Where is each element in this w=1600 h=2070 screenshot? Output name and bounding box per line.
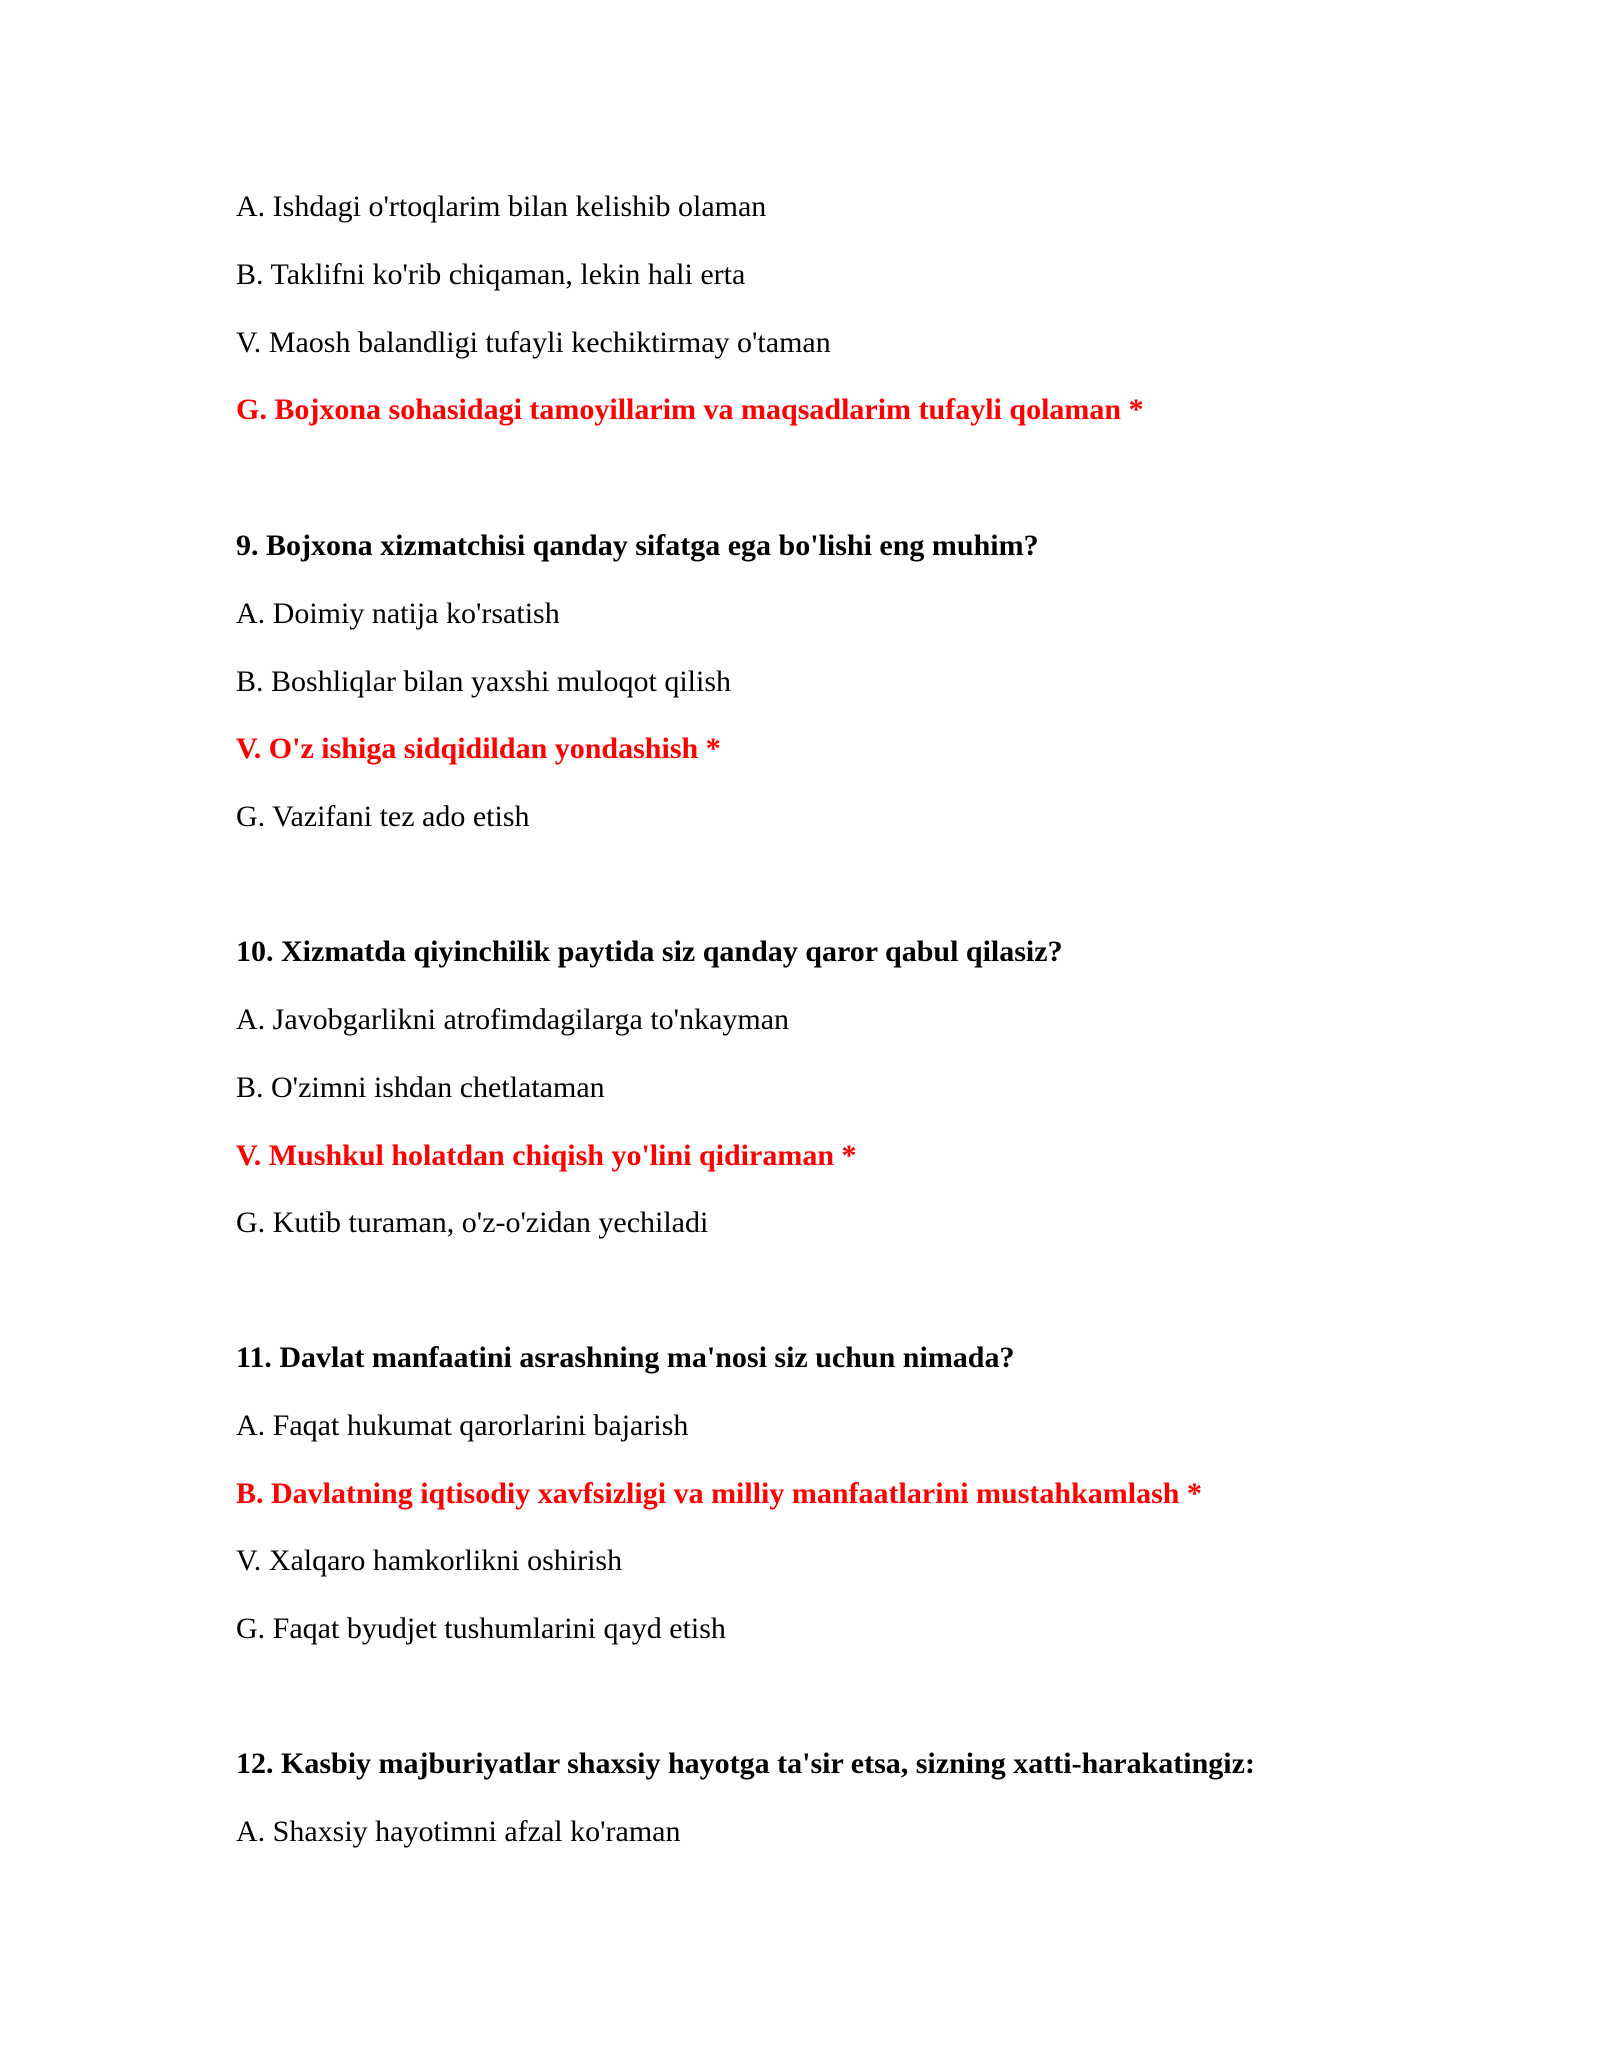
question-12-title: 12. Kasbiy majburiyatlar shaxsiy hayotga ta'sir etsa, sizning xatti-harakatingiz: <box>236 1747 1255 1780</box>
option-9a: A. Doimiy natija ko'rsatish <box>236 597 560 630</box>
option-10a: A. Javobgarlikni atrofimdagilarga to'nkayman <box>236 1003 790 1036</box>
question-11-title: 11. Davlat manfaatini asrashning ma'nosi siz uchun nimada? <box>236 1341 1015 1374</box>
option-12a: A. Shaxsiy hayotimni afzal ko'raman <box>236 1815 681 1848</box>
option-9b: B. Boshliqlar bilan yaxshi muloqot qilish <box>236 665 731 698</box>
option-10g: G. Kutib turaman, o'z-o'zidan yechiladi <box>236 1206 709 1239</box>
option-8a: A. Ishdagi o'rtoqlarim bilan kelishib olaman <box>236 190 767 223</box>
question-10-title: 10. Xizmatda qiyinchilik paytida siz qanday qaror qabul qilasiz? <box>236 935 1063 968</box>
option-9v-correct: V. O'z ishiga sidqidildan yondashish * <box>236 732 721 765</box>
option-11g: G. Faqat byudjet tushumlarini qayd etish <box>236 1612 726 1645</box>
option-9g: G. Vazifani tez ado etish <box>236 800 530 833</box>
question-9-title: 9. Bojxona xizmatchisi qanday sifatga ega bo'lishi eng muhim? <box>236 529 1039 562</box>
option-8v: V. Maosh balandligi tufayli kechiktirmay o'taman <box>236 326 831 359</box>
option-11b-correct: B. Davlatning iqtisodiy xavfsizligi va milliy manfaatlarini mustahkamlash * <box>236 1477 1202 1510</box>
option-10v-correct: V. Mushkul holatdan chiqish yo'lini qidiraman * <box>236 1139 857 1172</box>
option-8g-correct: G. Bojxona sohasidagi tamoyillarim va maqsadlarim tufayli qolaman * <box>236 393 1144 426</box>
option-10b: B. O'zimni ishdan chetlataman <box>236 1071 605 1104</box>
option-8b: B. Taklifni ko'rib chiqaman, lekin hali erta <box>236 258 746 291</box>
option-11a: A. Faqat hukumat qarorlarini bajarish <box>236 1409 689 1442</box>
option-11v: V. Xalqaro hamkorlikni oshirish <box>236 1544 623 1577</box>
